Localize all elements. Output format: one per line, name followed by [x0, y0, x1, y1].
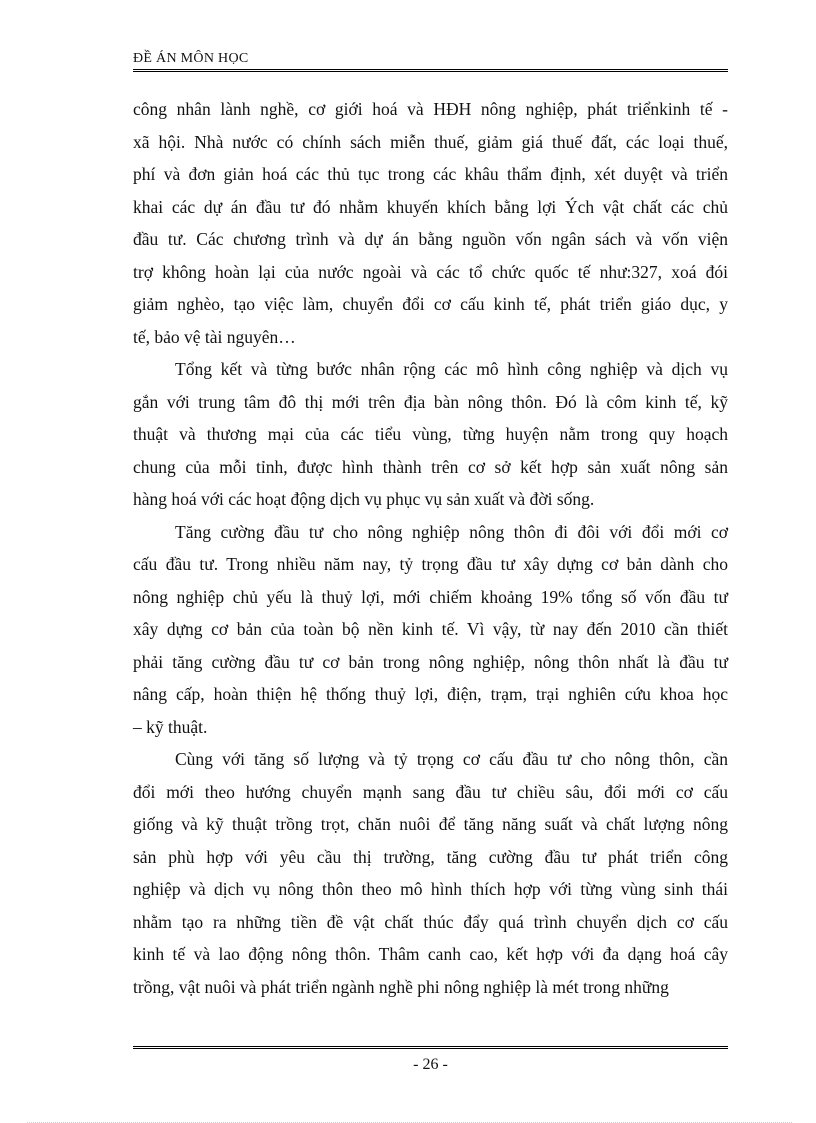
text-line: trợ không hoàn lại của nước ngoài và các tổ chức quốc tế như:327, xoá đói: [133, 261, 728, 282]
text-line: phải tăng cường đầu tư cơ bản trong nông nghiệp, nông thôn nhất là đầu tư: [133, 651, 728, 672]
text-line: cấu đầu tư. Trong nhiều năm nay, tỷ trọng đầu tư xây dựng cơ bản dành cho: [133, 554, 728, 574]
text-line: giảm nghèo, tạo việc làm, chuyển đổi cơ cấu kinh tế, phát triển giáo dục, y: [133, 294, 728, 314]
text-line: thuật và thương mại của các tiểu vùng, từng huyện nằm trong quy hoạch: [133, 424, 728, 444]
paragraph: [133, 353, 728, 516]
text-line: nghiệp và dịch vụ nông thôn theo mô hình thích hợp với từng vùng sinh thái: [133, 879, 728, 899]
text-line: tế, bảo vệ tài nguyên…: [133, 326, 296, 347]
text-line: gắn với trung tâm đô thị mới trên địa bàn nông thôn. Đó là côm kinh tế, kỹ: [133, 391, 728, 412]
page-footer: [133, 1046, 728, 1074]
text-line: Tăng cường đầu tư cho nông nghiệp nông thôn đi đôi với đổi mới cơ: [175, 521, 728, 542]
text-line: kinh tế và lao động nông thôn. Thâm canh cao, kết hợp với đa dạng hoá cây: [133, 944, 728, 964]
text-line: xã hội. Nhà nước có chính sách miễn thuế, giảm giá thuế đất, các loại thuế,: [133, 131, 728, 152]
footer-rule: [133, 1046, 728, 1049]
header-rule: [133, 69, 728, 72]
text-line: khai các dự án đầu tư đó nhằm khuyến khích bằng lợi Ých vật chất các chủ: [133, 196, 728, 217]
paragraph: [133, 516, 728, 744]
text-line: trồng, vật nuôi và phát triển ngành nghề phi nông nghiệp là mét trong những: [133, 976, 669, 997]
paragraph: [133, 743, 728, 1003]
text-line: Tổng kết và từng bước nhân rộng các mô hình công nghiệp và dịch vụ: [175, 359, 728, 379]
text-line: – kỹ thuật.: [133, 716, 208, 737]
text-line: xây dựng cơ bản của toàn bộ nền kinh tế. Vì vậy, từ nay đến 2010 cần thiết: [133, 619, 728, 639]
text-line: công nhân lành nghề, cơ giới hoá và HĐH nông nghiệp, phát triểnkinh tế -: [133, 99, 728, 119]
text-line: nhằm tạo ra những tiền đề vật chất thúc đẩy quá trình chuyển dịch cơ cấu: [133, 911, 728, 932]
text-line: đổi mới theo hướng chuyển mạnh sang đầu tư chiều sâu, đổi mới cơ cấu: [133, 781, 728, 802]
text-line: nông nghiệp chủ yếu là thuỷ lợi, mới chiếm khoảng 19% tổng số vốn đầu tư: [133, 586, 728, 607]
paragraph: [133, 93, 728, 353]
text-line: nâng cấp, hoàn thiện hệ thống thuỷ lợi, điện, trạm, trại nghiên cứu khoa học: [133, 684, 728, 704]
page-number: - 26 -: [413, 1056, 448, 1073]
text-line: đầu tư. Các chương trình và dự án bằng nguồn vốn ngân sách và vốn viện: [133, 229, 728, 249]
text-line: giống và kỹ thuật trồng trọt, chăn nuôi để tăng năng suất và chất lượng nông: [133, 814, 728, 834]
text-line: chung của mỗi tỉnh, được hình thành trên cơ sở kết hợp sản xuất nông sản: [133, 456, 728, 477]
text-line: hàng hoá với các hoạt động dịch vụ phục vụ sản xuất và đời sống.: [133, 489, 595, 509]
document-title: ĐỀ ÁN MÔN HỌC: [133, 51, 249, 66]
text-line: Cùng với tăng số lượng và tỷ trọng cơ cấu đầu tư cho nông thôn, cần: [175, 749, 728, 769]
text-line: sản phù hợp với yêu cầu thị trường, tăng cường đầu tư phát triển công: [133, 846, 728, 867]
page-header: [133, 50, 728, 68]
body-text: [133, 93, 728, 1003]
text-line: phí và đơn giản hoá các thủ tục trong các khâu thẩm định, xét duyệt và triển: [133, 164, 728, 184]
